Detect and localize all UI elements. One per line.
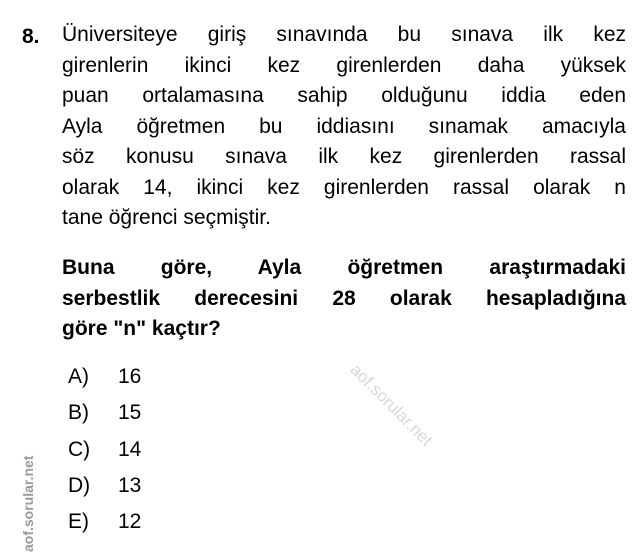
option-value: 14 xyxy=(118,437,142,461)
prompt-line: göre "n" kaçtır? xyxy=(62,317,221,340)
stem-line: puan ortalamasına sahip olduğunu iddia eden xyxy=(62,84,626,107)
option-letter: C) xyxy=(68,437,91,461)
option-letter: D) xyxy=(68,473,91,497)
option-letter: A) xyxy=(68,365,89,388)
option-a[interactable] xyxy=(68,362,141,398)
option-d[interactable] xyxy=(68,471,141,507)
stem-line: Üniversiteye giriş sınavında bu sınava ilk kez xyxy=(62,23,626,46)
option-letter: E) xyxy=(68,510,89,534)
option-value: 16 xyxy=(118,365,142,388)
answer-options xyxy=(68,362,141,543)
stem-line: olarak 14, ikinci kez girenlerden rassal olarak n xyxy=(62,175,626,199)
stem-line: söz konusu sınava ilk kez girenlerden rassal xyxy=(62,145,626,168)
stem-line: Ayla öğretmen bu iddiasını sınamak amacıyla xyxy=(62,114,626,138)
option-b[interactable] xyxy=(68,398,141,434)
prompt-line: Buna göre, Ayla öğretmen araştırmadaki xyxy=(62,256,626,279)
side-watermark: aof.sorular.net xyxy=(20,455,36,552)
stem-line: girenlerin ikinci kez girenlerden daha yüksek xyxy=(62,53,626,77)
question-stem xyxy=(62,20,626,234)
stem-line: tane öğrenci seçmiştir. xyxy=(62,206,271,229)
question-prompt xyxy=(62,253,626,345)
prompt-line: serbestlik derecesini 28 olarak hesapladığına xyxy=(62,286,626,310)
option-value: 12 xyxy=(118,510,142,534)
option-e[interactable] xyxy=(68,507,141,543)
option-value: 15 xyxy=(118,401,142,425)
question-number: 8. xyxy=(22,25,40,48)
option-value: 13 xyxy=(118,473,142,497)
diagonal-watermark: aof.sorular.net xyxy=(346,360,437,450)
option-c[interactable] xyxy=(68,435,141,471)
option-letter: B) xyxy=(68,401,89,425)
